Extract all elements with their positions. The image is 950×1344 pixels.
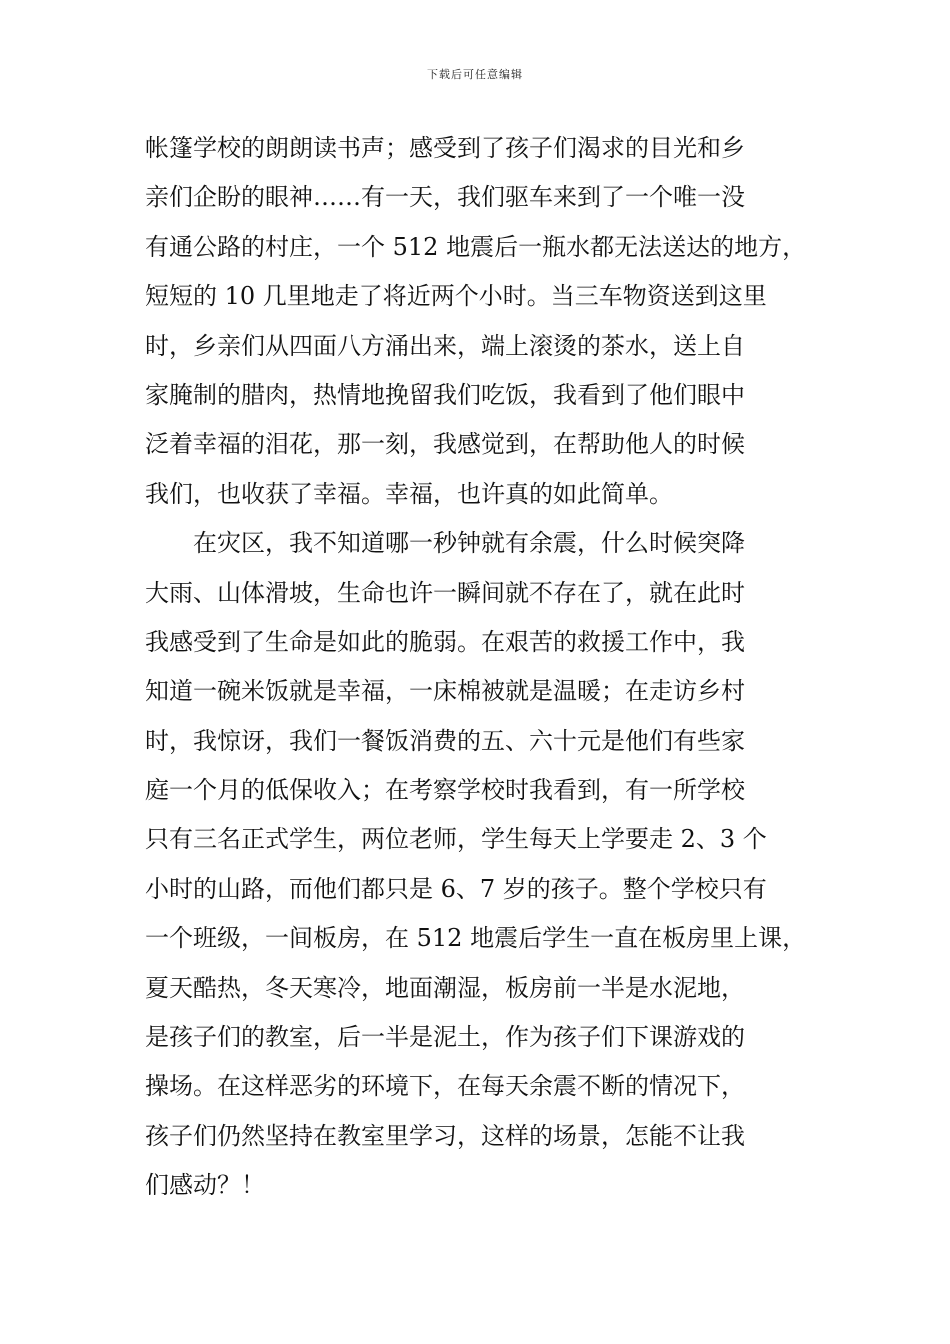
text-line: 泛着幸福的泪花，那一刻，我感觉到，在帮助他人的时候 <box>145 430 745 459</box>
text-line: 小时的山路，而他们都只是 6、7 岁的孩子。整个学校只有 <box>145 874 767 903</box>
text-line: 一个班级，一间板房，在 512 地震后学生一直在板房里上课， <box>145 924 807 953</box>
text-line: 在灾区，我不知道哪一秒钟就有余震，什么时候突降 <box>145 529 745 558</box>
text-line: 时，乡亲们从四面八方涌出来，端上滚烫的茶水，送上自 <box>145 331 745 360</box>
text-line: 是孩子们的教室，后一半是泥土，作为孩子们下课游戏的 <box>145 1023 745 1052</box>
text-line: 夏天酷热，冬天寒冷，地面潮湿，板房前一半是水泥地， <box>145 973 745 1002</box>
text-line: 庭一个月的低保收入；在考察学校时我看到，有一所学校 <box>145 776 745 805</box>
text-line: 我感受到了生命是如此的脆弱。在艰苦的救援工作中，我 <box>145 627 745 656</box>
text-line: 操场。在这样恶劣的环境下，在每天余震不断的情况下， <box>145 1072 745 1101</box>
text-line: 时，我惊讶，我们一餐饭消费的五、六十元是他们有些家 <box>145 726 745 755</box>
header-note: 下载后可任意编辑 <box>427 68 523 81</box>
text-line: 们感动？！ <box>145 1171 265 1200</box>
text-line: 我们，也收获了幸福。幸福，也许真的如此简单。 <box>145 479 673 508</box>
text-line: 大雨、山体滑坡，生命也许一瞬间就不存在了，就在此时 <box>145 578 745 607</box>
text-line: 家腌制的腊肉，热情地挽留我们吃饭，我看到了他们眼中 <box>145 380 745 409</box>
text-line: 只有三名正式学生，两位老师，学生每天上学要走 2、3 个 <box>145 825 767 854</box>
text-line: 孩子们仍然坚持在教室里学习，这样的场景，怎能不让我 <box>145 1121 745 1150</box>
text-line: 有通公路的村庄，一个 512 地震后一瓶水都无法送达的地方， <box>145 232 807 261</box>
text-line: 知道一碗米饭就是幸福，一床棉被就是温暖；在走访乡村 <box>145 677 745 706</box>
text-line: 短短的 10 几里地走了将近两个小时。当三车物资送到这里 <box>145 282 767 311</box>
document-body <box>145 124 835 1211</box>
text-line: 帐篷学校的朗朗读书声；感受到了孩子们渴求的目光和乡 <box>145 134 745 162</box>
text-line: 亲们企盼的眼神……有一天，我们驱车来到了一个唯一没 <box>145 183 745 212</box>
